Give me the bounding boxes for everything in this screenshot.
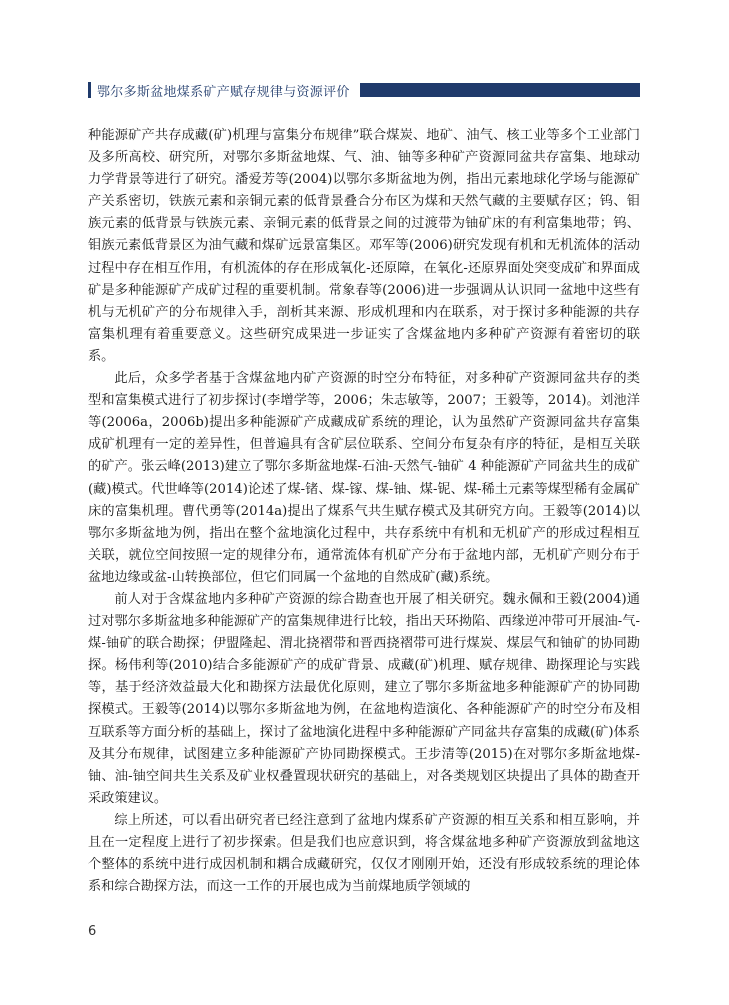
body-text bbox=[88, 125, 640, 898]
book-title: 鄂尔多斯盆地煤系矿产赋存规律与资源评价 bbox=[97, 84, 350, 100]
paragraph: 综上所述，可以看出研究者已经注意到了盆地内煤系矿产资源的相互关系和相互影响，并且在一定程度上进行了初步探索。但是我们也应意识到，将含煤盆地多种矿产资源放到盆地这个整体的系统中进行成因机制和耦合成藏研究，仅仅才刚刚开始，还没有形成较系统的理论体系和综合勘探方法，而这一工作的开展也成为当前煤地质学领域的 bbox=[88, 812, 640, 895]
page-number: 6 bbox=[88, 924, 97, 939]
paragraph: 此后，众多学者基于含煤盆地内矿产资源的时空分布特征，对多种矿产资源同盆共存的类型和富集模式进行了初步探讨(李增学等，2006；朱志敏等，2007；王毅等，2014)。刘池洋等(2006a，2006b)提出多种能源矿产成藏成矿系统的理论，认为虽然矿产资源同盆共存富集成矿机理有一定的差异性，但普遍具有含矿层位联系、空间分布复杂有序的特征，是相互关联的矿产。张云峰(2013)建立了鄂尔多斯盆地煤-石油-天然气-铀矿 4 种能源矿产同盆共生的成矿(藏)模式。代世峰等(2014)论述了煤-锗、煤-镓、煤-铀、煤-铌、煤-稀土元素等煤型稀有金属矿床的富集机理。曹代勇等(2014a)提出了煤系气共生赋存模式及其研究方向。王毅等(2014)以鄂尔多斯盆地为例，指出在整个盆地演化过程中，共存系统中有机和无机矿产的形成过程相互关联，就位空间按照一定的规律分布，通常流体有机矿产分布于盆地内部，无机矿产则分布于盆地边缘或盆-山转换部位，但它们同属一个盆地的自然成矿(藏)系统。 bbox=[88, 371, 640, 585]
header-rule-bar bbox=[360, 83, 640, 97]
running-header bbox=[88, 80, 640, 100]
paragraph: 前人对于含煤盆地内多种矿产资源的综合勘查也开展了相关研究。魏永佩和王毅(2004)通过对鄂尔多斯盆地多种能源矿产的富集规律进行比较，指出天环拗陷、西缘逆冲带可开展油-气-煤-铀矿的联合勘探；伊盟隆起、渭北挠褶带和晋西挠褶带可进行煤炭、煤层气和铀矿的协同勘探。杨伟利等(2010)结合多能源矿产的成矿背景、成藏(矿)机理、赋存规律、勘探理论与实践等，基于经济效益最大化和勘探方法最优化原则，建立了鄂尔多斯盆地多种能源矿产的协同勘探模式。王毅等(2014)以鄂尔多斯盆地为例，在盆地构造演化、各种能源矿产的时空分布及相互联系等方面分析的基础上，探讨了盆地演化进程中多种能源矿产同盆共存富集的成藏(矿)体系及其分布规律，试图建立多种能源矿产协同勘探模式。王步清等(2015)在对鄂尔多斯盆地煤-铀、油-铀空间共生关系及矿业权叠置现状研究的基础上，对各类规划区块提出了具体的勘查开采政策建议。 bbox=[88, 591, 640, 806]
paragraph-continued: 种能源矿产共存成藏(矿)机理与富集分布规律”联合煤炭、地矿、油气、核工业等多个工业部门及多所高校、研究所，对鄂尔多斯盆地煤、气、油、铀等多种矿产资源同盆共存富集、地球动力学背景等进行了研究。潘爱芳等(2004)以鄂尔多斯盆地为例，指出元素地球化学场与能源矿产关系密切，铁族元素和亲铜元素的低背景叠合分布区为煤和天然气藏的主要赋存区；钨、钼族元素的低背景与铁族元素、亲铜元素的低背景之间的过渡带为铀矿床的有利富集地带；钨、钼族元素低背景区为油气藏和煤矿远景富集区。邓军等(2006)研究发现有机和无机流体的活动过程中存在相互作用，有机流体的存在形成氧化-还原障，在氧化-还原界面处突变成矿和界面成矿是多种能源矿产成矿过程的重要机制。常象春等(2006)进一步强调从认识同一盆地中这些有机与无机矿产的分布规律入手，剖析其来源、形成机理和内在联系，对于探讨多种能源的共存富集机理有着重要意义。这些研究成果进一步证实了含煤盆地内多种矿产资源有着密切的联系。 bbox=[88, 128, 640, 364]
header-accent-bar bbox=[88, 82, 91, 98]
